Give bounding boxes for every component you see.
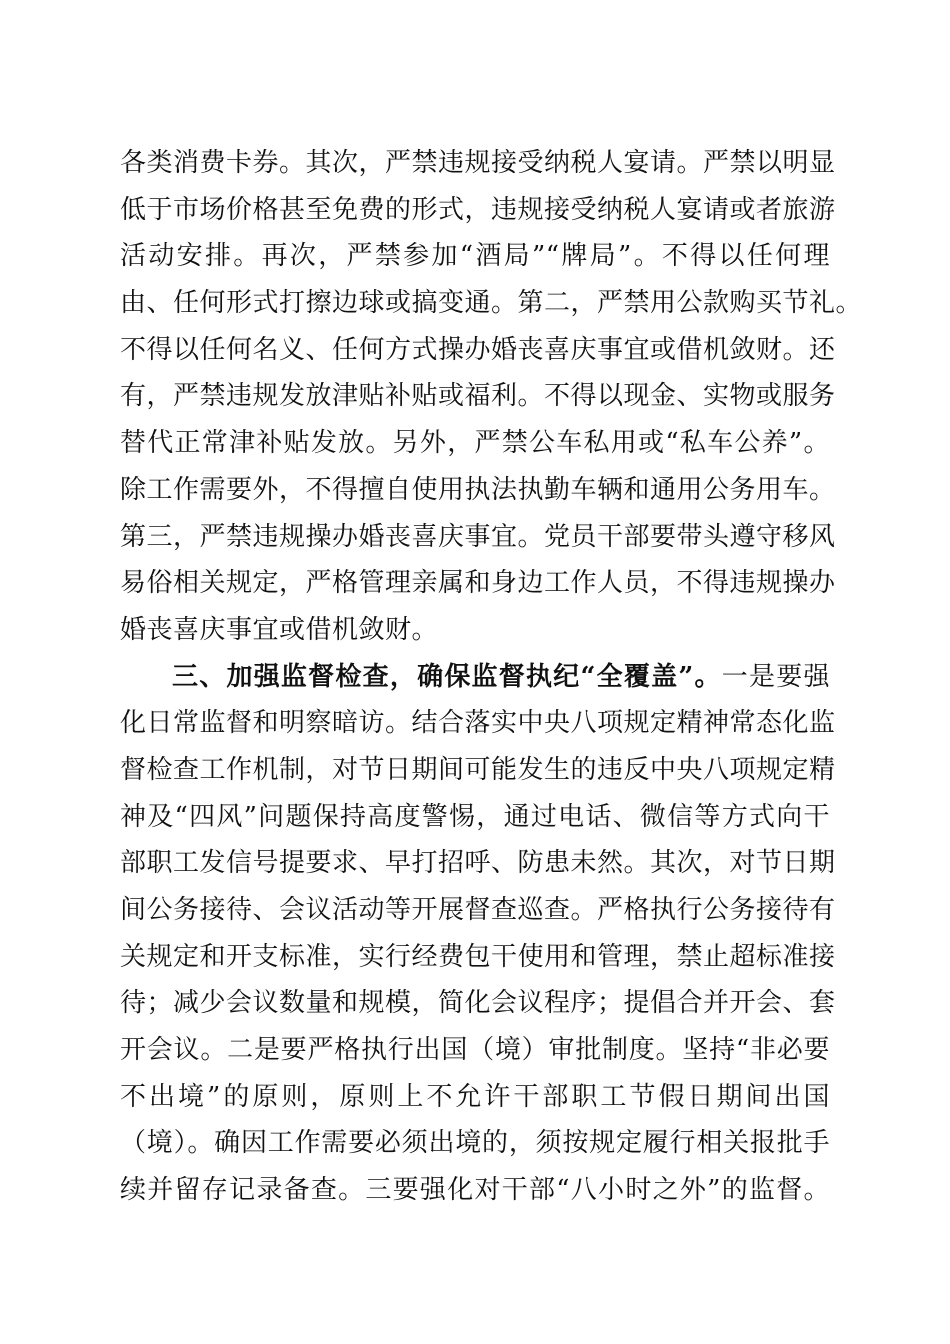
section-heading-rest: 一是要强	[721, 661, 830, 692]
paragraph-line: 第三，严禁违规操办婚丧喜庆事宜。党员干部要带头遵守移风	[120, 521, 836, 552]
paragraph-line: 易俗相关规定，严格管理亲属和身边工作人员，不得违规操办	[120, 568, 836, 599]
paragraph-line: 督检查工作机制，对节日期间可能发生的违反中央八项规定精	[120, 754, 836, 785]
paragraph-line: 各类消费卡券。其次，严禁违规接受纳税人宴请。严禁以明显	[120, 148, 836, 178]
paragraph-line: 活动安排。再次，严禁参加“酒局”“牌局”。不得以任何理	[120, 241, 830, 272]
paragraph-line: 除工作需要外，不得擅自使用执法执勤车辆和通用公务用车。	[120, 474, 836, 505]
paragraph-line: 由、任何形式打擦边球或搞变通。第二，严禁用公款购买节礼。	[120, 288, 863, 319]
section-heading: 三、加强监督检查，确保监督执纪“全覆盖”。	[172, 661, 722, 692]
document-body	[120, 140, 863, 1214]
paragraph-line: 低于市场价格甚至免费的形式，违规接受纳税人宴请或者旅游	[120, 194, 836, 225]
paragraph-line: 间公务接待、会议活动等开展督查巡查。严格执行公务接待有	[120, 895, 836, 925]
paragraph-line: 替代正常津补贴发放。另外，严禁公车私用或“私车公养”。	[120, 428, 830, 459]
paragraph-line: （境）。确因工作需要必须出境的，须按规定履行相关报批手	[120, 1128, 830, 1159]
paragraph-line: 不出境”的原则，原则上不允许干部职工节假日期间出国	[120, 1081, 830, 1112]
paragraph-line: 开会议。二是要严格执行出国（境）审批制度。坚持“非必要	[120, 1035, 830, 1066]
paragraph-line: 待；减少会议数量和规模，简化会议程序；提倡合并开会、套	[120, 988, 836, 1019]
paragraph-line: 续并留存记录备查。三要强化对干部“八小时之外”的监督。	[120, 1175, 830, 1206]
paragraph-line: 化日常监督和明察暗访。结合落实中央八项规定精神常态化监	[120, 708, 836, 739]
paragraph-line: 部职工发信号提要求、早打招呼、防患未然。其次，对节日期	[120, 848, 836, 879]
paragraph-line: 不得以任何名义、任何方式操办婚丧喜庆事宜或借机敛财。还	[120, 334, 836, 365]
paragraph-line: 神及“四风”问题保持高度警惕，通过电话、微信等方式向干	[120, 801, 830, 832]
paragraph-line: 婚丧喜庆事宜或借机敛财。	[120, 614, 439, 645]
paragraph-line: 有，严禁违规发放津贴补贴或福利。不得以现金、实物或服务	[120, 381, 836, 412]
section-heading-line	[120, 654, 830, 701]
paragraph-line: 关规定和开支标准，实行经费包干使用和管理，禁止超标准接	[120, 941, 836, 972]
